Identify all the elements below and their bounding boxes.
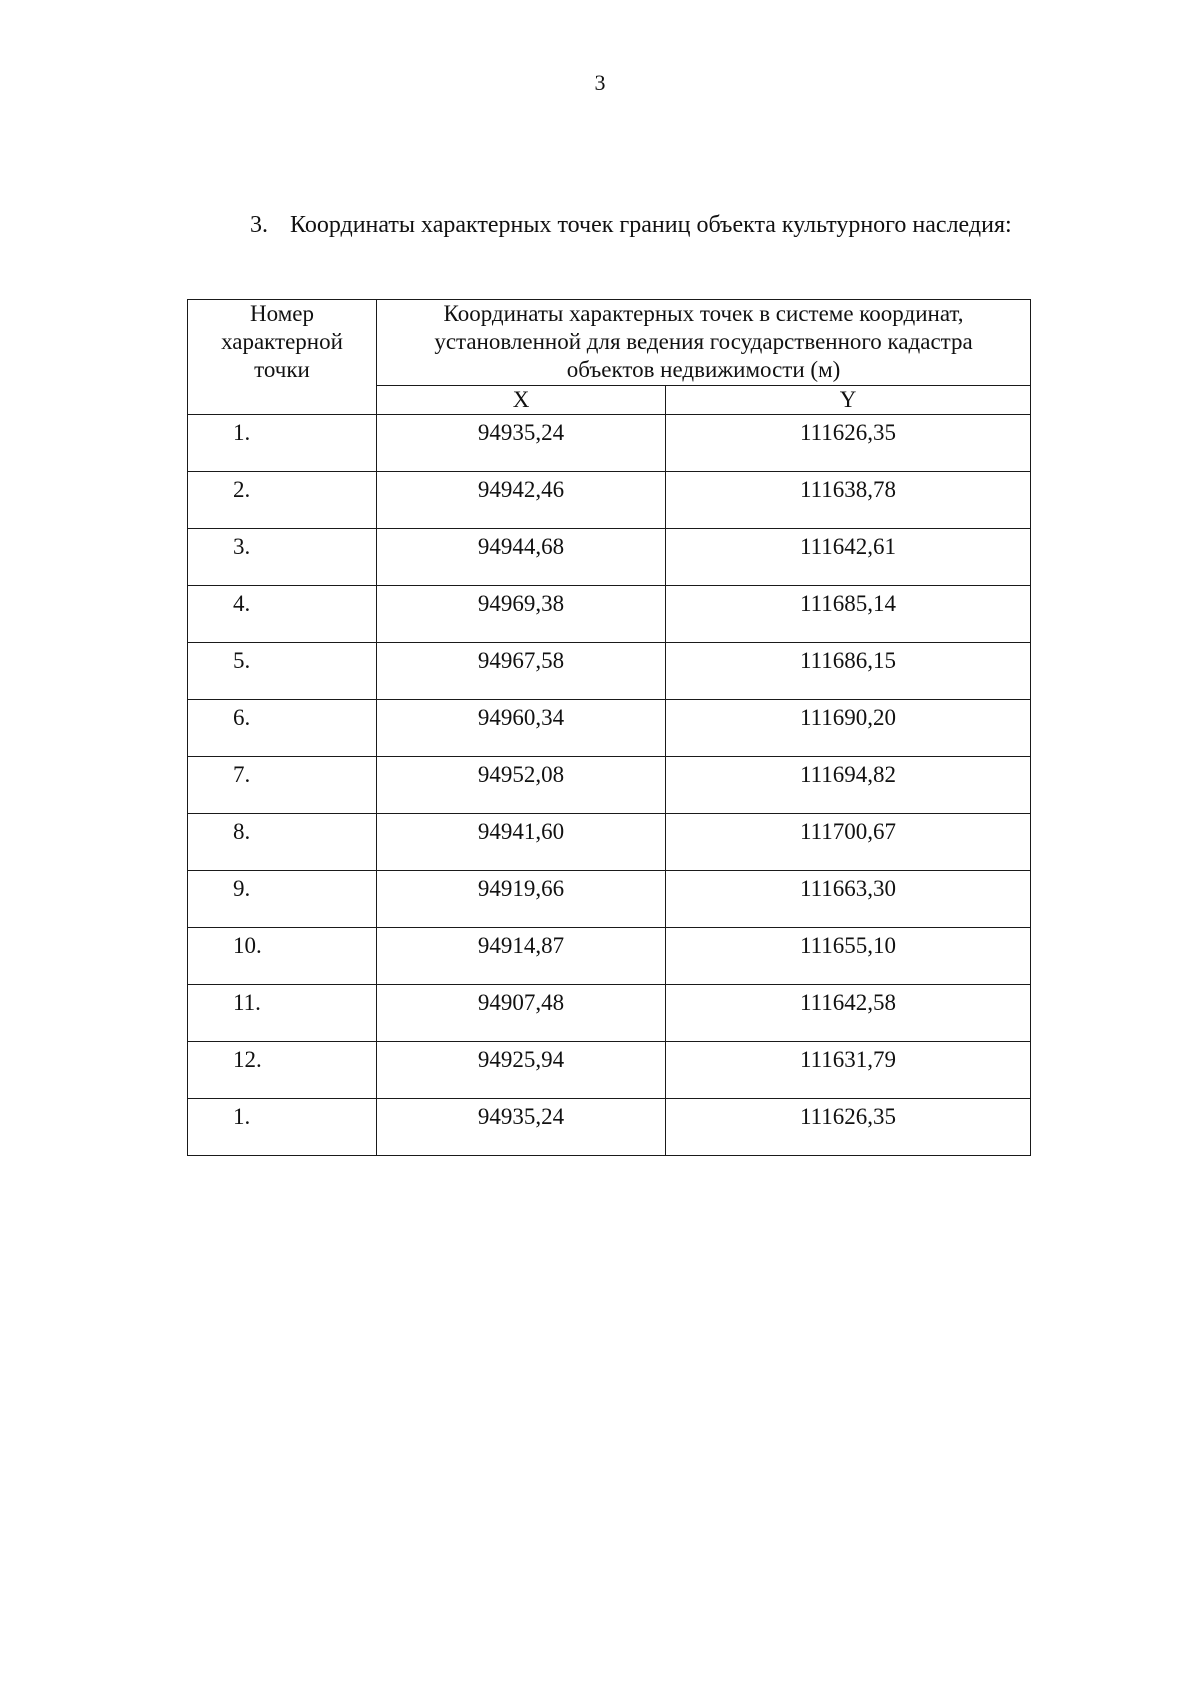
x-coordinate-cell: 94907,48: [377, 985, 666, 1042]
point-number-cell: 12.: [188, 1042, 377, 1099]
point-number-cell: 4.: [188, 586, 377, 643]
x-coordinate-cell: 94935,24: [377, 415, 666, 472]
x-coordinate-cell: 94952,08: [377, 757, 666, 814]
header-coords-line: Координаты характерных точек в системе координат,: [443, 301, 964, 326]
table-row: [188, 472, 1031, 529]
table-row: [188, 643, 1031, 700]
x-coordinate-cell: 94942,46: [377, 472, 666, 529]
table-row: [188, 814, 1031, 871]
x-coordinate-cell: 94919,66: [377, 871, 666, 928]
point-number-cell: 6.: [188, 700, 377, 757]
y-coordinate-cell: 111700,67: [666, 814, 1031, 871]
y-coordinate-cell: 111631,79: [666, 1042, 1031, 1099]
page-number: 3: [594, 70, 606, 95]
point-number-cell: 7.: [188, 757, 377, 814]
y-coordinate-cell: 111690,20: [666, 700, 1031, 757]
point-number-cell: 9.: [188, 871, 377, 928]
header-coords-line: установленной для ведения государственного кадастра: [434, 329, 973, 354]
point-number-cell: 1.: [188, 1099, 377, 1156]
x-coordinate-cell: 94960,34: [377, 700, 666, 757]
x-coordinate-cell: 94925,94: [377, 1042, 666, 1099]
y-coordinate-cell: 111685,14: [666, 586, 1031, 643]
x-coordinate-cell: 94935,24: [377, 1099, 666, 1156]
table-row: [188, 985, 1031, 1042]
y-coordinate-cell: 111626,35: [666, 1099, 1031, 1156]
y-coordinate-cell: 111626,35: [666, 415, 1031, 472]
table-row: [188, 871, 1031, 928]
point-number-cell: 8.: [188, 814, 377, 871]
x-coordinate-cell: 94967,58: [377, 643, 666, 700]
table-row: [188, 586, 1031, 643]
section-heading: [250, 212, 1012, 239]
y-coordinate-cell: 111686,15: [666, 643, 1031, 700]
section-title: Координаты характерных точек границ объекта культурного наследия:: [290, 212, 1012, 238]
table-row: [188, 1042, 1031, 1099]
point-number-cell: 5.: [188, 643, 377, 700]
point-number-cell: 3.: [188, 529, 377, 586]
table-body: [188, 415, 1031, 1156]
table-row: [188, 928, 1031, 985]
header-point-number: [188, 300, 377, 415]
header-x: X: [377, 385, 666, 414]
table-row: [188, 700, 1031, 757]
table-row: [188, 757, 1031, 814]
table-row: [188, 529, 1031, 586]
coordinates-table: [187, 299, 1031, 1156]
point-number-cell: 2.: [188, 472, 377, 529]
y-coordinate-cell: 111638,78: [666, 472, 1031, 529]
header-point-line: Номер: [250, 301, 314, 326]
x-coordinate-cell: 94941,60: [377, 814, 666, 871]
point-number-cell: 10.: [188, 928, 377, 985]
y-coordinate-cell: 111642,58: [666, 985, 1031, 1042]
y-coordinate-cell: 111642,61: [666, 529, 1031, 586]
y-coordinate-cell: 111663,30: [666, 871, 1031, 928]
y-coordinate-cell: 111694,82: [666, 757, 1031, 814]
header-coords-line: объектов недвижимости (м): [566, 357, 841, 382]
y-coordinate-cell: 111655,10: [666, 928, 1031, 985]
header-point-line: характерной: [221, 329, 343, 354]
header-coordinates: [377, 300, 1031, 386]
x-coordinate-cell: 94914,87: [377, 928, 666, 985]
section-number: 3.: [250, 212, 268, 238]
header-point-line: точки: [254, 357, 310, 382]
point-number-cell: 11.: [188, 985, 377, 1042]
x-coordinate-cell: 94944,68: [377, 529, 666, 586]
point-number-cell: 1.: [188, 415, 377, 472]
table-row: [188, 1099, 1031, 1156]
header-y: Y: [666, 385, 1031, 414]
table-row: [188, 415, 1031, 472]
x-coordinate-cell: 94969,38: [377, 586, 666, 643]
